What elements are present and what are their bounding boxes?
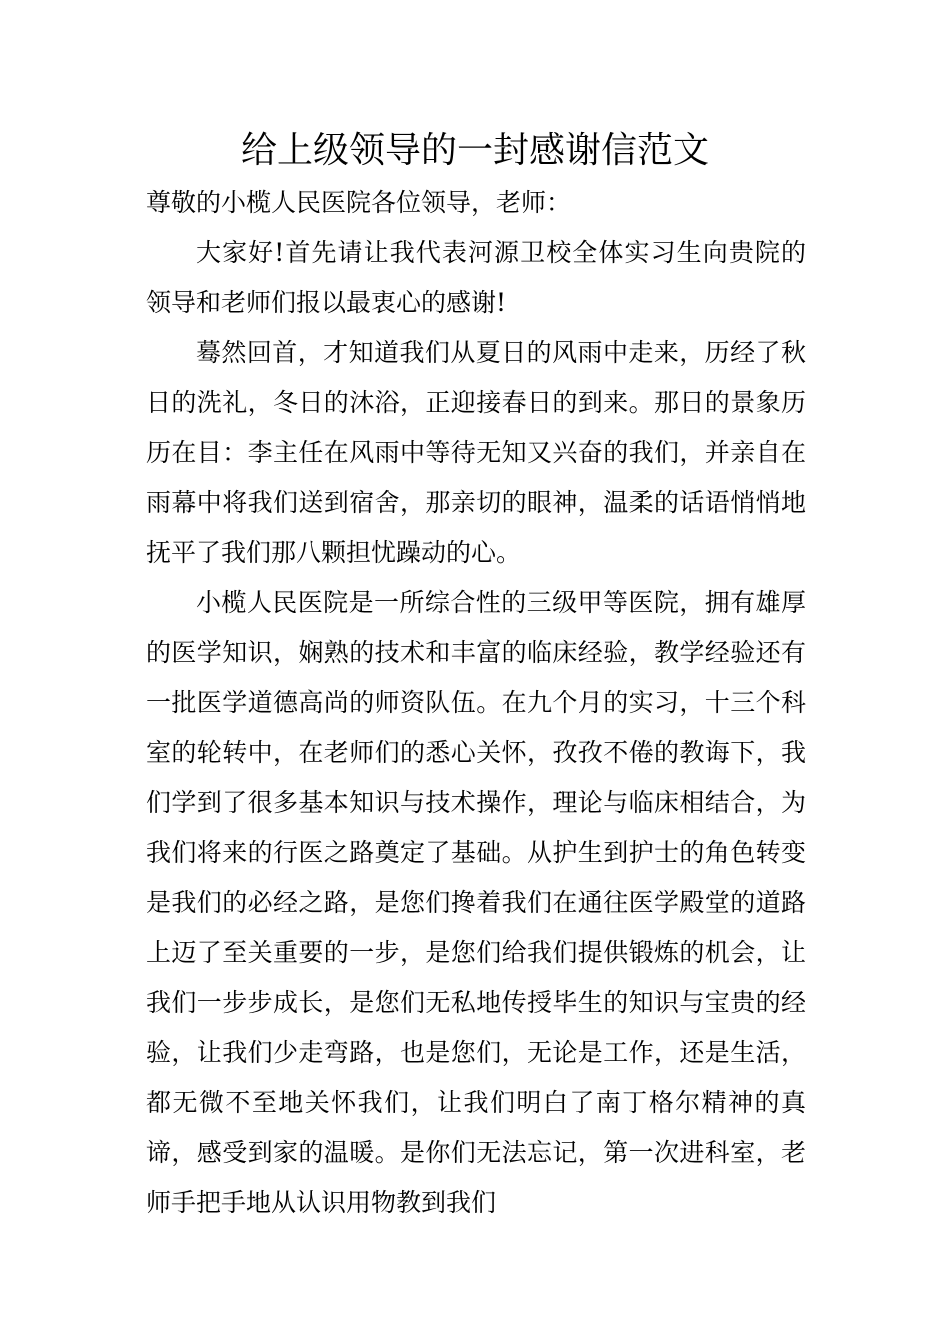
paragraph-hospital-thanks: 小榄人民医院是一所综合性的三级甲等医院，拥有雄厚的医学知识，娴熟的技术和丰富的临床经验，教学经验还有一批医学道德高尚的师资队伍。在九个月的实习，十三个科室的轮转中，在老师们的悉心关怀，孜孜不倦的教诲下，我们学到了很多基本知识与技术操作，理论与临床相结合，为我们将来的行医之路奠定了基础。从护生到护士的角色转变是我们的必经之路，是您们搀着我们在通往医学殿堂的道路上迈了至关重要的一步，是您们给我们提供锻炼的机会，让我们一步步成长，是您们无私地传授毕生的知识与宝贵的经验，让我们少走弯路，也是您们，无论是工作，还是生活，都无微不至地关怀我们，让我们明白了南丁格尔精神的真谛，感受到家的温暖。是你们无法忘记，第一次进科室，老师手把手地从认识用物教到我们: [146, 588, 806, 1217]
document-title: 给上级领导的一封感谢信范文: [240, 130, 709, 171]
paragraph-recollection: 蓦然回首，才知道我们从夏日的风雨中走来，历经了秋日的洗礼，冬日的沐浴，正迎接春日的到来。那日的景象历历在目：李主任在风雨中等待无知又兴奋的我们，并亲自在雨幕中将我们送到宿舍，那亲切的眼神，温柔的话语悄悄地抚平了我们那八颗担忧躁动的心。: [146, 338, 806, 567]
salutation: 尊敬的小榄人民医院各位领导，老师：: [146, 188, 572, 217]
paragraph-greeting: 大家好!首先请让我代表河源卫校全体实习生向贵院的领导和老师们报以最衷心的感谢!: [146, 238, 806, 317]
letter-body: [146, 178, 806, 1228]
